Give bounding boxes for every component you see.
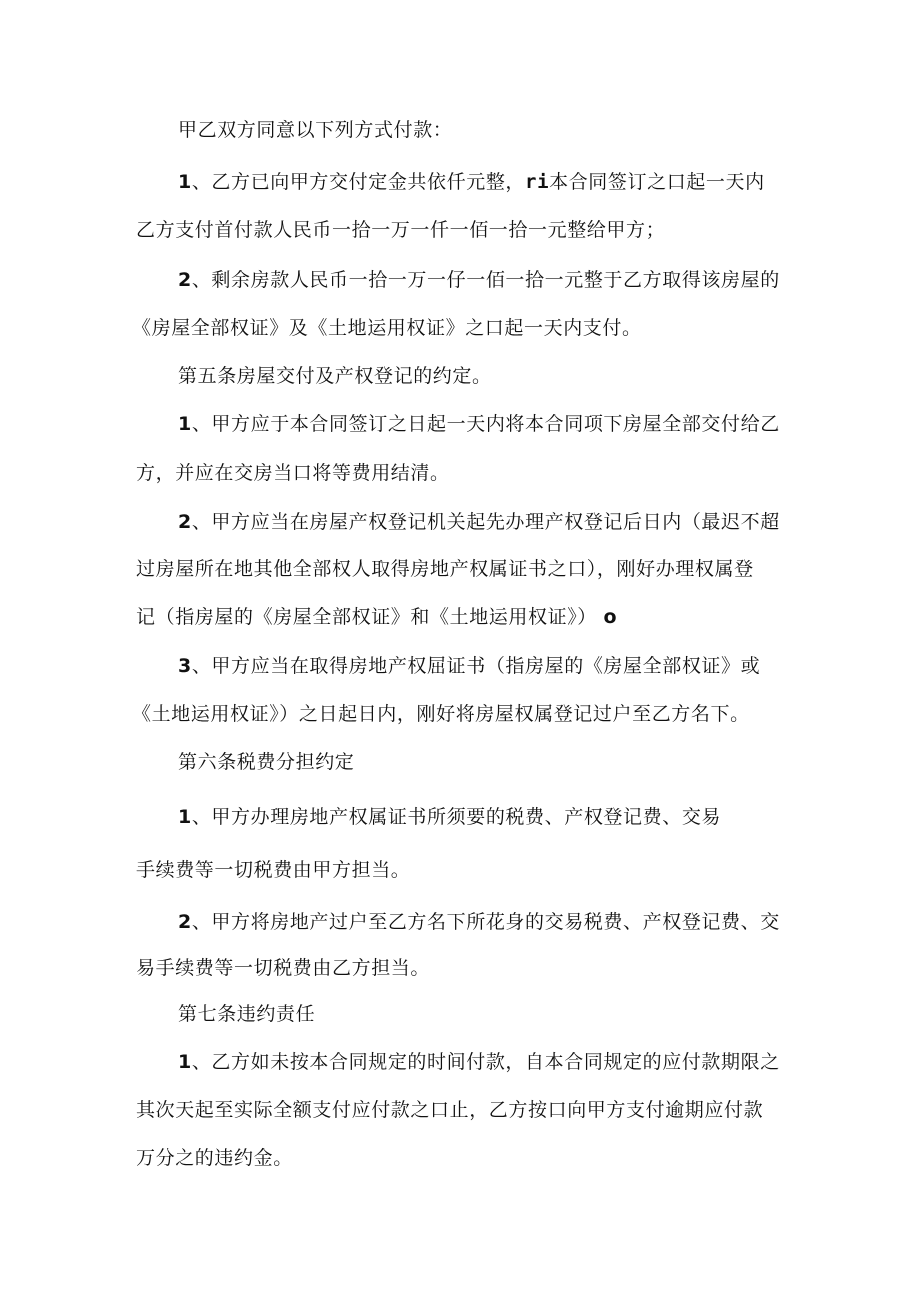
section-five-item-2-line-2: 过房屋所在地其他全部权人取得房地产权属证书之口），刚好办理权属登 <box>136 558 754 580</box>
paragraph-2-line-2: 《房屋全部权证》及《土地运用权证》之口起一天内支付。 <box>132 317 642 339</box>
section-five-item-1-line-1: 1、甲方应于本合同签订之日起一天内将本合同项下房屋全部交付给乙 <box>178 413 780 435</box>
section-five-item-3-line-1: 3、甲方应当在取得房地产权屈证书（指房屋的《房屋全部权证》或 <box>178 655 761 677</box>
section-six-item-1-line-1: 1、甲方办理房地产权属证书所须要的税费、产权登记费、交易 <box>178 806 722 828</box>
section-seven-heading: 第七条违约责任 <box>178 1003 316 1025</box>
section-seven-item-1-line-3: 万分之的违约金。 <box>136 1147 293 1169</box>
section-six-item-1-line-2: 手续费等一切税费由甲方担当。 <box>136 859 411 881</box>
paragraph-2-line-1: 2、剩余房款人民币一拾一万一仔一佰一拾一元整于乙方取得该房屋的 <box>178 269 780 291</box>
paragraph-1-line-2: 乙方支付首付款人民币一拾一万一仟一佰一拾一元整给甲方； <box>136 219 666 241</box>
paragraph-1-line-1: 1、乙方已向甲方交付定金共依仟元整，ri本合同签订之口起一天内 <box>178 171 765 193</box>
section-five-heading: 第五条房屋交付及产权登记的约定。 <box>178 365 492 387</box>
section-five-item-2-line-1: 2、甲方应当在房屋产权登记机关起先办理产权登记后日内（最迟不超 <box>178 511 780 533</box>
section-seven-item-1-line-1: 1、乙方如未按本合同规定的时间付款，自本合同规定的应付款期限之 <box>178 1051 780 1073</box>
paragraph-payment-intro: 甲乙双方同意以下列方式付款： <box>178 119 453 141</box>
section-seven-item-1-line-2: 其次天起至实际全额支付应付款之口止，乙方按口向甲方支付逾期应付款 <box>136 1099 764 1121</box>
section-six-heading: 第六条税费分担约定 <box>178 751 355 773</box>
section-six-item-2-line-1: 2、甲方将房地产过户至乙方名下所花身的交易税费、产权登记费、交 <box>178 911 780 933</box>
section-five-item-1-line-2: 方，并应在交房当口将等费用结清。 <box>136 462 450 484</box>
section-five-item-2-line-3: 记（指房屋的《房屋全部权证》和《土地运用权证》） o <box>136 606 618 628</box>
section-five-item-3-line-2: 《土地运用权证》）之日起日内，刚好将房屋权属登记过户至乙方名下。 <box>132 703 750 725</box>
section-six-item-2-line-2: 易手续费等一切税费由乙方担当。 <box>136 957 431 979</box>
